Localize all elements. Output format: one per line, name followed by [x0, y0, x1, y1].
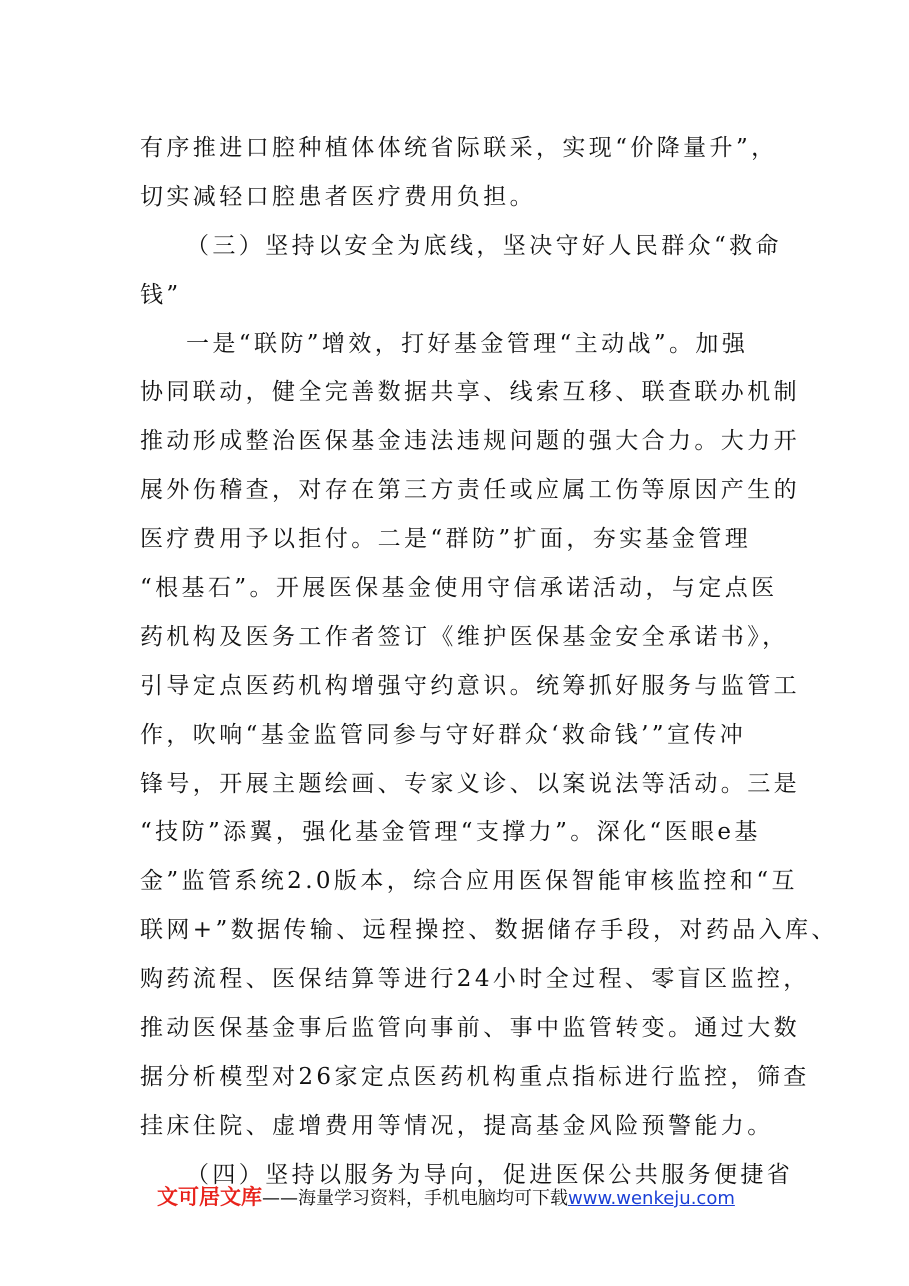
paragraph-start: 一是“联防”增效，打好基金管理“主动战”。加强 [186, 330, 749, 357]
section-heading: （三）坚持以安全为底线，坚决守好人民群众“救命 [186, 232, 782, 259]
text-line: 据分析模型对26家定点医药机构重点指标进行监控，筛查 [140, 1063, 810, 1090]
text-line: 药机构及医务工作者签订《维护医保基金安全承诺书》， [140, 623, 789, 650]
body-text [140, 124, 838, 1200]
text-line: 切实减轻口腔患者医疗费用负担。 [140, 183, 536, 210]
text-line: 购药流程、医保结算等进行24小时全过程、零盲区监控， [140, 966, 810, 993]
text-line: 有序推进口腔种植体体统省际联采，实现“价降量升”， [140, 135, 778, 161]
section-heading: （四）坚持以服务为导向，促进医保公共服务便捷省 [186, 1161, 794, 1188]
brand-name: 文可居文库 [157, 1185, 262, 1209]
text-line: 医疗费用予以拒付。二是“群防”扩面，夯实基金管理 [140, 526, 752, 553]
footer-banner [157, 1180, 777, 1214]
text-line: 协同联动，健全完善数据共享、线索互移、联查联办机制 [140, 379, 800, 406]
text-line: 推动医保基金事后监管向事前、事中监管转变。通过大数 [140, 1015, 800, 1042]
text-line: “技防”添翼，强化基金管理“支撑力”。深化“医眼e基 [140, 819, 761, 846]
text-line: 金”监管系统2.0版本，综合应用医保智能审核监控和“互 [140, 868, 798, 895]
section-heading-continued: 钱” [140, 281, 182, 308]
website-link[interactable]: www.wenkeju.com [568, 1188, 735, 1209]
text-line: 展外伤稽查，对存在第三方责任或应属工伤等原因产生的 [140, 477, 800, 504]
footer-tagline: ——海量学习资料，手机电脑均可下载 [262, 1188, 568, 1209]
text-line: 联网+”数据传输、远程操控、数据储存手段，对药品入库、 [140, 917, 838, 944]
text-line: 引导定点医药机构增强守约意识。统筹抓好服务与监管工 [140, 672, 800, 699]
text-line: 作，吹响“基金监管同参与守好群众‘救命钱’”宣传冲 [140, 721, 747, 748]
text-line: 挂床住院、虚增费用等情况，提高基金风险预警能力。 [140, 1112, 774, 1139]
text-line: 锋号，开展主题绘画、专家义诊、以案说法等活动。三是 [140, 770, 800, 797]
text-line: “根基石”。开展医保基金使用守信承诺活动，与定点医 [140, 575, 778, 602]
text-line: 推动形成整治医保基金违法违规问题的强大合力。大力开 [140, 428, 800, 455]
